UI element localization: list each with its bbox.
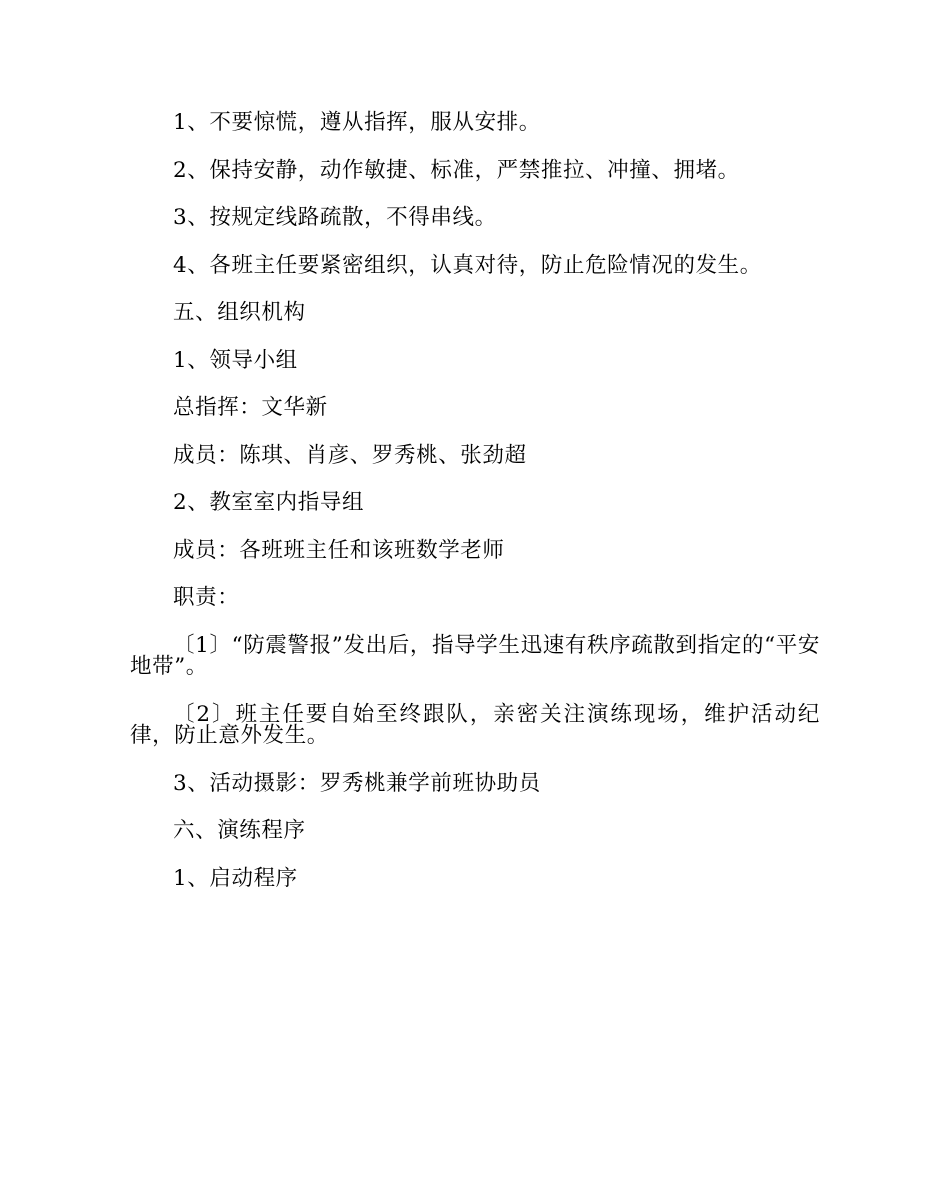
paragraph: 1、启动程序 xyxy=(173,865,298,891)
paragraph: 1、不要惊慌，遵从指挥，服从安排。 xyxy=(173,110,541,135)
paragraph: 〔1〕“防震警报”发出后，指导学生迅速有秩序疏散到指定的“平安地带”。 xyxy=(130,632,820,679)
paragraph: 成员：陈琪、肖彦、罗秀桃、张劲超 xyxy=(173,442,527,468)
section-heading: 六、演练程序 xyxy=(173,818,306,843)
paragraph: 3、按规定线路疏散，不得串线。 xyxy=(173,205,497,230)
paragraph: 4、各班主任要紧密组织，认真对待，防止危险情况的发生。 xyxy=(173,252,762,278)
paragraph: 2、保持安静，动作敏捷、标准，严禁推拉、冲撞、拥堵。 xyxy=(173,157,740,183)
paragraph: 3、活动摄影：罗秀桃兼学前班协助员 xyxy=(173,770,541,796)
paragraph: 2、教室室内指导组 xyxy=(173,490,365,515)
paragraph: 1、领导小组 xyxy=(173,347,298,373)
paragraph: 总指挥：文华新 xyxy=(173,395,328,420)
document-body xyxy=(130,112,820,889)
section-heading: 五、组织机构 xyxy=(173,300,306,325)
paragraph: 〔2〕班主任要自始至终跟队，亲密关注演练现场，维护活动纪律，防止意外发生。 xyxy=(130,701,820,748)
paragraph: 成员：各班班主任和该班数学老师 xyxy=(173,537,505,563)
paragraph: 职责： xyxy=(173,585,240,610)
